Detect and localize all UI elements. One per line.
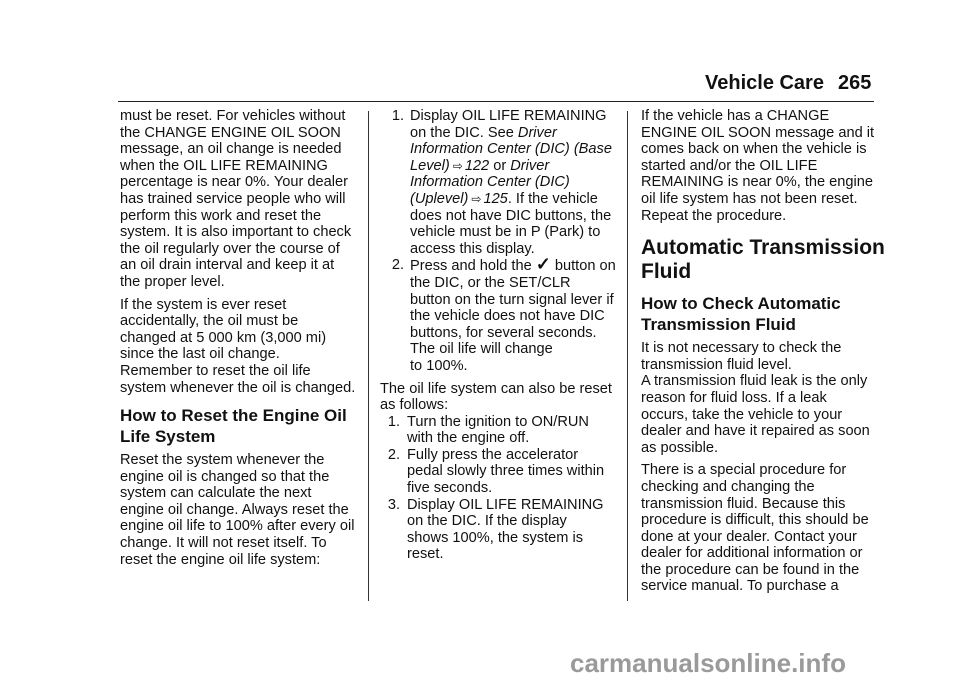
- watermark: carmanualsonline.info: [570, 648, 846, 678]
- paragraph: [641, 462, 877, 595]
- page-reference-icon: ⇨: [452, 158, 463, 173]
- step-item: [380, 497, 618, 563]
- text-line: [410, 254, 618, 275]
- text-line: Turn the ignition to ON/RUN: [407, 413, 589, 430]
- step-item: [380, 254, 618, 374]
- text-line: occurs, take the vehicle to your: [641, 406, 843, 423]
- header-rule: [118, 101, 874, 102]
- column-divider: [368, 111, 369, 601]
- cross-reference-link[interactable]: (Uplevel): [410, 190, 469, 207]
- text-line: Repeat the procedure.: [641, 207, 787, 224]
- text-line: Fully press the accelerator: [407, 446, 579, 463]
- step-number: 2.: [391, 257, 404, 274]
- text-line: an oil drain interval and keep it at: [120, 257, 335, 274]
- text-line: five seconds.: [407, 480, 493, 497]
- text-run: Press and hold the: [410, 258, 536, 275]
- text-line: when the OIL LIFE REMAINING: [120, 157, 328, 174]
- text-line: as follows:: [380, 397, 449, 414]
- text-line: changed at 5 000 km (3,000 mi): [120, 329, 327, 346]
- text-line: started and/or the OIL LIFE: [641, 157, 818, 174]
- text-line: dealer for additional information or: [641, 545, 863, 562]
- text-line: since the last oil change.: [120, 346, 280, 363]
- text-line: ENGINE OIL SOON message and it: [641, 124, 875, 141]
- text-line: [410, 158, 618, 175]
- text-line: transmission fluid level.: [641, 356, 792, 373]
- heading-line: Fluid: [641, 260, 692, 284]
- step-item: [380, 414, 618, 447]
- text-line: reset.: [407, 546, 444, 563]
- text-line: service manual. To purchase a: [641, 578, 839, 595]
- page-reference-icon: ⇨: [471, 191, 482, 206]
- text-line: engine oil change. Always reset the: [120, 501, 349, 518]
- text-line: Display OIL LIFE REMAINING: [407, 496, 604, 513]
- cross-reference-link[interactable]: Driver: [510, 157, 550, 174]
- text-line: button on the turn signal lever if: [410, 291, 614, 308]
- heading-line: Transmission Fluid: [641, 315, 796, 335]
- text-line: on the DIC. If the display: [407, 513, 567, 530]
- text-run: . If the vehicle: [507, 190, 598, 207]
- checkmark-icon: ✓: [535, 254, 551, 275]
- text-line: message, an oil change is needed: [120, 141, 342, 158]
- paragraph: [120, 297, 360, 397]
- text-line: does not have DIC buttons, the: [410, 207, 612, 224]
- text-line: the DIC, or the SET/CLR: [410, 274, 571, 291]
- cross-reference-link[interactable]: Level): [410, 157, 450, 174]
- text-line: the vehicle does not have DIC: [410, 308, 605, 325]
- text-line: done at your dealer. Contact your: [641, 528, 857, 545]
- cross-reference-link[interactable]: Driver: [517, 124, 557, 141]
- text-line: to 100%.: [410, 357, 468, 374]
- text-line: dealer and have it repaired as soon: [641, 423, 870, 440]
- text-line: buttons, for several seconds.: [410, 324, 597, 341]
- column-1: [120, 108, 360, 568]
- text-line: pedal slowly three times within: [407, 463, 605, 480]
- text-line: The oil life system can also be reset: [380, 380, 612, 397]
- text-run: button on: [550, 258, 616, 275]
- step-number: 3.: [387, 496, 400, 513]
- column-3: [641, 108, 885, 595]
- page-reference[interactable]: 122: [464, 157, 490, 174]
- paragraph: [120, 452, 360, 568]
- text-line: the oil regularly over the course of: [120, 240, 340, 257]
- paragraph: [120, 108, 360, 291]
- subsection-heading: [120, 405, 360, 447]
- page-number: 265: [838, 72, 872, 94]
- text-line: comes back on when the vehicle is: [641, 141, 867, 158]
- header-title: Vehicle Care: [705, 72, 824, 94]
- paragraph: [641, 340, 877, 456]
- step-number: 1.: [387, 413, 400, 430]
- cross-reference-link[interactable]: Information Center (DIC): [410, 174, 570, 191]
- text-line: percentage is near 0%. Your dealer: [120, 174, 348, 191]
- heading-line: How to Reset the Engine Oil: [120, 406, 347, 426]
- text-line: oil life system has not been reset.: [641, 190, 858, 207]
- heading-line: Life System: [120, 427, 216, 447]
- text-line: REMAINING is near 0%, the engine: [641, 174, 873, 191]
- text-line: A transmission fluid leak is the only: [641, 373, 868, 390]
- text-line: as possible.: [641, 439, 719, 456]
- cross-reference-link[interactable]: Information Center (DIC) (Base: [410, 141, 612, 158]
- text-line: transmission fluid. Because this: [641, 495, 846, 512]
- text-line: If the system is ever reset: [120, 296, 287, 313]
- text-line: change. It will not reset itself. To: [120, 535, 327, 552]
- text-line: engine oil life to 100% after every oil: [120, 518, 355, 535]
- text-line: reset the engine oil life system:: [120, 551, 321, 568]
- text-line: system. It is also important to check: [120, 224, 352, 241]
- step-number: 2.: [387, 446, 400, 463]
- text-line: system can calculate the next: [120, 485, 312, 502]
- page-reference[interactable]: 125: [483, 190, 508, 207]
- text-line: [410, 125, 618, 142]
- text-line: reason for fluid loss. If a leak: [641, 389, 827, 406]
- step-item: [380, 447, 618, 497]
- heading-line: Automatic Transmission: [641, 236, 885, 260]
- text-line: perform this work and reset the: [120, 207, 322, 224]
- text-line: with the engine off.: [407, 430, 530, 447]
- text-line: The oil life will change: [410, 341, 553, 358]
- heading-line: How to Check Automatic: [641, 294, 841, 314]
- text-line: engine oil is changed so that the: [120, 468, 330, 485]
- text-run: on the DIC. See: [410, 124, 518, 141]
- text-line: There is a special procedure for: [641, 462, 847, 479]
- text-line: accidentally, the oil must be: [120, 313, 299, 330]
- text-line: [410, 191, 618, 208]
- text-line: the procedure can be found in the: [641, 561, 860, 578]
- column-divider: [627, 111, 628, 601]
- text-line: shows 100%, the system is: [407, 529, 584, 546]
- text-line: procedure is difficult, this should be: [641, 512, 869, 529]
- text-line: Reset the system whenever the: [120, 452, 325, 469]
- paragraph: [641, 108, 877, 224]
- column-2: [380, 108, 618, 563]
- text-line: the CHANGE ENGINE OIL SOON: [120, 124, 341, 141]
- step-item: [380, 108, 618, 257]
- text-line: Remember to reset the oil life: [120, 362, 311, 379]
- text-line: has trained service people who will: [120, 190, 346, 207]
- step-number: 1.: [391, 108, 404, 124]
- text-line: vehicle must be in P (Park) to: [410, 224, 601, 241]
- text-line: the proper level.: [120, 273, 225, 290]
- text-line: Display OIL LIFE REMAINING: [410, 108, 607, 124]
- text-line: If the vehicle has a CHANGE: [641, 108, 830, 124]
- text-line: access this display.: [410, 240, 535, 257]
- paragraph: [380, 381, 618, 414]
- subsection-heading: [641, 293, 877, 335]
- section-heading: [641, 236, 885, 284]
- text-line: It is not necessary to check the: [641, 340, 842, 357]
- text-line: must be reset. For vehicles without: [120, 108, 346, 124]
- text-line: system whenever the oil is changed.: [120, 379, 356, 396]
- text-line: checking and changing the: [641, 478, 815, 495]
- text-run: or: [489, 157, 511, 174]
